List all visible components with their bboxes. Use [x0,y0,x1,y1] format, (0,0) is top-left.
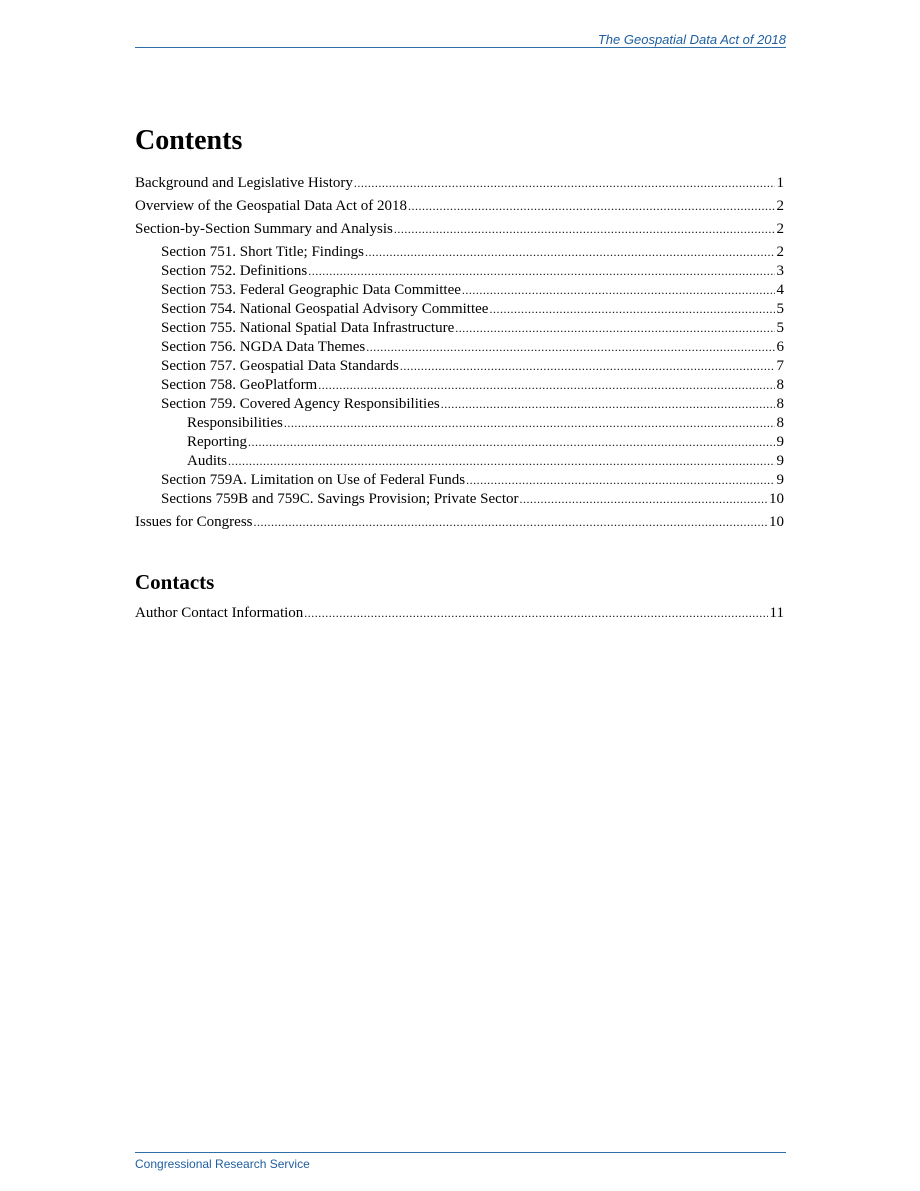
toc-entry-page: 8 [776,396,784,412]
contacts-heading: Contacts [135,570,215,594]
toc-entry[interactable] [135,220,784,239]
toc-entry-label: Responsibilities [187,415,283,431]
dot-leader [228,452,774,471]
toc-entry[interactable] [135,174,784,193]
dot-leader [318,376,774,395]
toc-entry-page: 10 [769,491,784,507]
contacts-list [135,604,784,623]
toc-entry-label: Background and Legislative History [135,175,353,191]
toc-entry-page: 3 [776,263,784,279]
toc-entry-page: 5 [776,320,784,336]
toc-entry[interactable] [135,300,784,319]
toc-entry-page: 2 [776,244,784,260]
toc-entry[interactable] [135,357,784,376]
toc-entry-label: Reporting [187,434,247,450]
dot-leader [248,433,775,452]
toc-entry[interactable] [135,197,784,216]
toc-entry-page: 9 [776,434,784,450]
toc-entry-label: Section 753. Federal Geographic Data Committee [161,282,461,298]
toc-entry[interactable] [135,376,784,395]
toc-entry[interactable] [135,338,784,357]
table-of-contents [135,174,784,532]
dot-leader [365,243,775,262]
dot-leader [489,300,774,319]
toc-entry-page: 10 [769,514,784,530]
dot-leader [366,338,774,357]
toc-entry-label: Section 756. NGDA Data Themes [161,339,366,355]
dot-leader [394,220,775,239]
running-header [135,32,786,48]
toc-entry-page: 11 [769,605,784,621]
footer-text: Congressional Research Service [135,1157,310,1171]
toc-entry[interactable] [135,243,784,262]
toc-entry-label: Issues for Congress [135,514,253,530]
toc-entry-page: 7 [776,358,784,374]
toc-entry-page: 8 [776,415,784,431]
toc-entry-page: 4 [776,282,784,298]
dot-leader [304,604,767,623]
toc-entry-label: Sections 759B and 759C. Savings Provision; Private Sector [161,491,519,507]
dot-leader [400,357,775,376]
header-title: The Geospatial Data Act of 2018 [597,32,786,47]
toc-entry-page: 2 [776,198,784,214]
toc-entry[interactable] [135,319,784,338]
toc-entry-page: 1 [776,175,784,191]
toc-entry[interactable] [135,604,784,623]
toc-entry-page: 9 [776,472,784,488]
toc-entry-page: 9 [776,453,784,469]
running-footer [135,1152,786,1171]
dot-leader [466,471,774,490]
toc-entry[interactable] [135,452,784,471]
toc-entry[interactable] [135,471,784,490]
dot-leader [284,414,775,433]
toc-entry-page: 8 [776,377,784,393]
toc-entry-label: Author Contact Information [135,605,304,621]
toc-entry[interactable] [135,281,784,300]
toc-entry[interactable] [135,490,784,509]
toc-entry[interactable] [135,262,784,281]
toc-entry-label: Section 751. Short Title; Findings [161,244,364,260]
dot-leader [441,395,775,414]
toc-entry-page: 5 [776,301,784,317]
toc-entry-label: Section-by-Section Summary and Analysis [135,221,393,237]
toc-entry[interactable] [135,414,784,433]
toc-entry[interactable] [135,513,784,532]
toc-entry[interactable] [135,395,784,414]
toc-entry-label: Section 759A. Limitation on Use of Federal Funds [161,472,466,488]
dot-leader [354,174,775,193]
toc-entry-label: Section 754. National Geospatial Advisory Committee [161,301,489,317]
toc-entry-label: Audits [187,453,228,469]
toc-entry-label: Section 758. GeoPlatform [161,377,318,393]
contents-heading: Contents [135,125,243,156]
toc-entry-page: 2 [776,221,784,237]
dot-leader [308,262,774,281]
toc-entry-label: Section 755. National Spatial Data Infrastructure [161,320,455,336]
dot-leader [408,197,775,216]
toc-entry-label: Section 752. Definitions [161,263,308,279]
toc-entry-page: 6 [776,339,784,355]
dot-leader [254,513,768,532]
toc-entry-label: Overview of the Geospatial Data Act of 2018 [135,198,407,214]
toc-entry-label: Section 759. Covered Agency Responsibilities [161,396,440,412]
toc-entry[interactable] [135,433,784,452]
dot-leader [455,319,774,338]
toc-entry-label: Section 757. Geospatial Data Standards [161,358,399,374]
dot-leader [520,490,768,509]
dot-leader [462,281,775,300]
